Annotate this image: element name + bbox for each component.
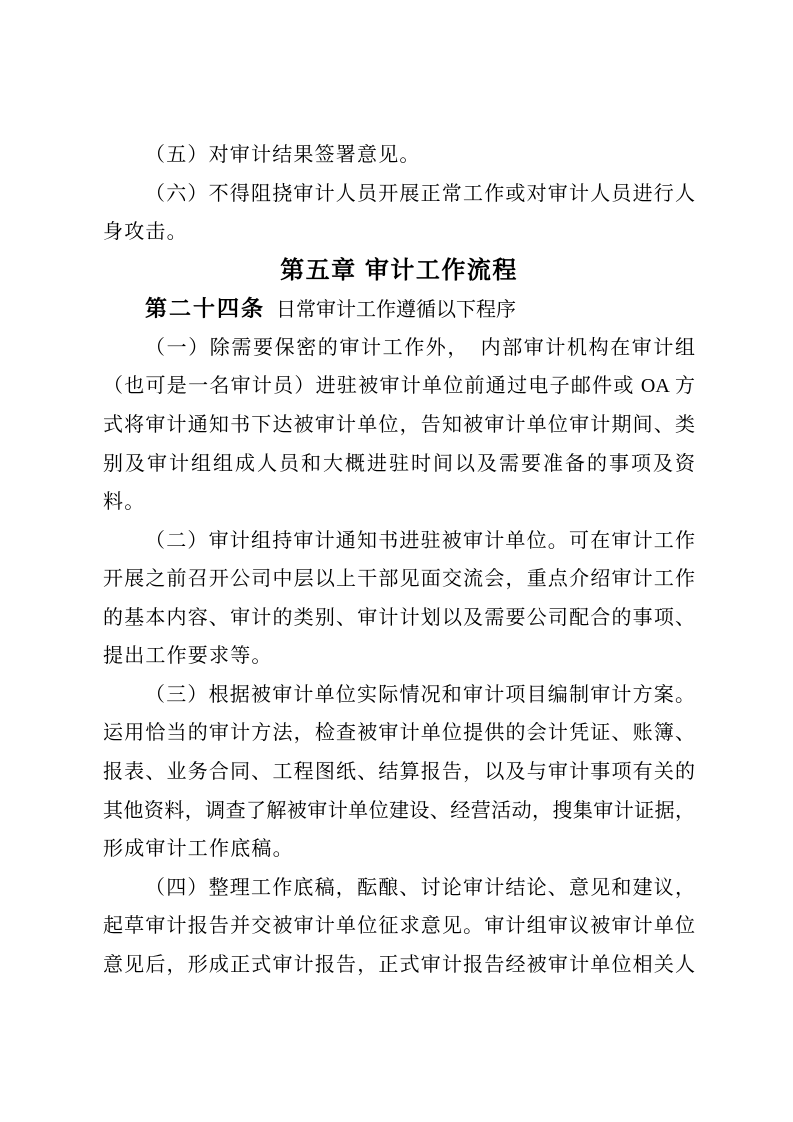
text-line: （一）除需要保密的审计工作外， 内部审计机构在审计组 [145, 336, 695, 359]
text-line: 身攻击。 [103, 221, 188, 244]
text-line: （四）整理工作底稿，酝酿、讨论审计结论、意见和建议， [145, 876, 695, 899]
chapter-heading: 第五章 审计工作流程 [280, 256, 518, 284]
article-line [103, 290, 695, 329]
text-line: （五）对审计结果签署意见。 [145, 144, 421, 166]
text-line: 式将审计通知书下达被审计单位，告知被审计单位审计期间、类 [103, 413, 695, 436]
text-line: 意见后，形成正式审计报告，正式审计报告经被审计单位相关人 [103, 953, 695, 976]
text-line: 料。 [103, 491, 146, 514]
text-line: （三）根据被审计单位实际情况和审计项目编制审计方案。 [145, 683, 695, 706]
text-line: 别及审计组组成人员和大概进驻时间以及需要准备的事项及资 [103, 452, 695, 475]
text-line: （也可是一名审计员）进驻被审计单位前通过电子邮件或 OA 方 [103, 375, 695, 398]
text-line: （二）审计组持审计通知书进驻被审计单位。可在审计工作 [145, 529, 695, 552]
text-line: 运用恰当的审计方法，检查被审计单位提供的会计凭证、账簿、 [103, 722, 695, 745]
text-line: 报表、业务合同、工程图纸、结算报告，以及与审计事项有关的 [103, 761, 695, 783]
text-line: 起草审计报告并交被审计单位征求意见。审计组审议被审计单位 [103, 915, 695, 938]
article-title: 日常审计工作遵循以下程序 [276, 299, 517, 322]
document-content [103, 136, 695, 984]
text-line: 开展之前召开公司中层以上干部见面交流会，重点介绍审计工作 [103, 568, 695, 591]
text-line: 其他资料，调查了解被审计单位建设、经营活动，搜集审计证据， [103, 799, 695, 822]
text-line: 的基本内容、审计的类别、审计计划以及需要公司配合的事项、 [103, 606, 695, 629]
text-line: 提出工作要求等。 [103, 645, 273, 668]
article-number: 第二十四条 [145, 296, 266, 322]
text-line: （六）不得阻挠审计人员开展正常工作或对审计人员进行人 [145, 182, 695, 205]
text-line: 形成审计工作底稿。 [103, 838, 294, 861]
